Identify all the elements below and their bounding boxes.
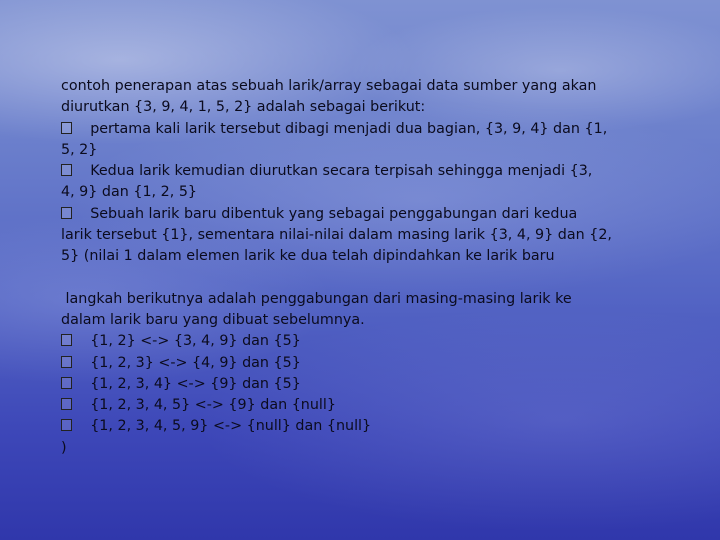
list-item: Kedua larik kemudian diurutkan secara terpisah sehingga menjadi {3, (61, 161, 681, 182)
intro-line-1: langkah berikutnya adalah penggabungan dari masing-masing larik ke (61, 290, 572, 307)
intro-line-1: contoh penerapan atas sebuah larik/array sebagai data sumber yang akan (61, 78, 597, 94)
list-item-continuation: 5, 2} (61, 141, 98, 158)
list-item: Sebuah larik baru dibentuk yang sebagai penggabungan dari kedua (61, 204, 681, 225)
step-item: {1, 2, 3, 4} <-> {9} dan {5} (61, 374, 681, 395)
bullet-icon (61, 356, 72, 368)
step-item: {1, 2, 3, 4, 5, 9} <-> {null} dan {null} (61, 416, 681, 437)
step-item: {1, 2, 3, 4, 5} <-> {9} dan {null} (61, 395, 681, 416)
list-item: pertama kali larik tersebut dibagi menjadi dua bagian, {3, 9, 4} dan {1, (61, 119, 681, 140)
list-item-continuation: 5} (nilai 1 dalam elemen larik ke dua telah dipindahkan ke larik baru (61, 248, 555, 265)
slide-text (61, 76, 681, 459)
bullet-icon (61, 334, 72, 346)
bullet-icon (61, 377, 72, 389)
bullet-icon (61, 419, 72, 431)
bullet-icon (61, 398, 72, 410)
step-item: {1, 2} <-> {3, 4, 9} dan {5} (61, 331, 681, 352)
intro-line-2: dalam larik baru yang dibuat sebelumnya. (61, 311, 365, 328)
bullet-icon (61, 122, 72, 134)
list-item-continuation: larik tersebut {1}, sementara nilai-nilai dalam masing larik {3, 4, 9} dan {2, (61, 227, 612, 244)
intro-line-2: diurutkan {3, 9, 4, 1, 5, 2} adalah sebagai berikut: (61, 99, 426, 116)
paragraph-gap (61, 268, 681, 289)
bullet-icon (61, 207, 72, 219)
closing-paren: ) (61, 439, 67, 456)
bullet-icon (61, 164, 72, 176)
step-item: {1, 2, 3} <-> {4, 9} dan {5} (61, 353, 681, 374)
list-item-continuation: 4, 9} dan {1, 2, 5} (61, 184, 198, 201)
